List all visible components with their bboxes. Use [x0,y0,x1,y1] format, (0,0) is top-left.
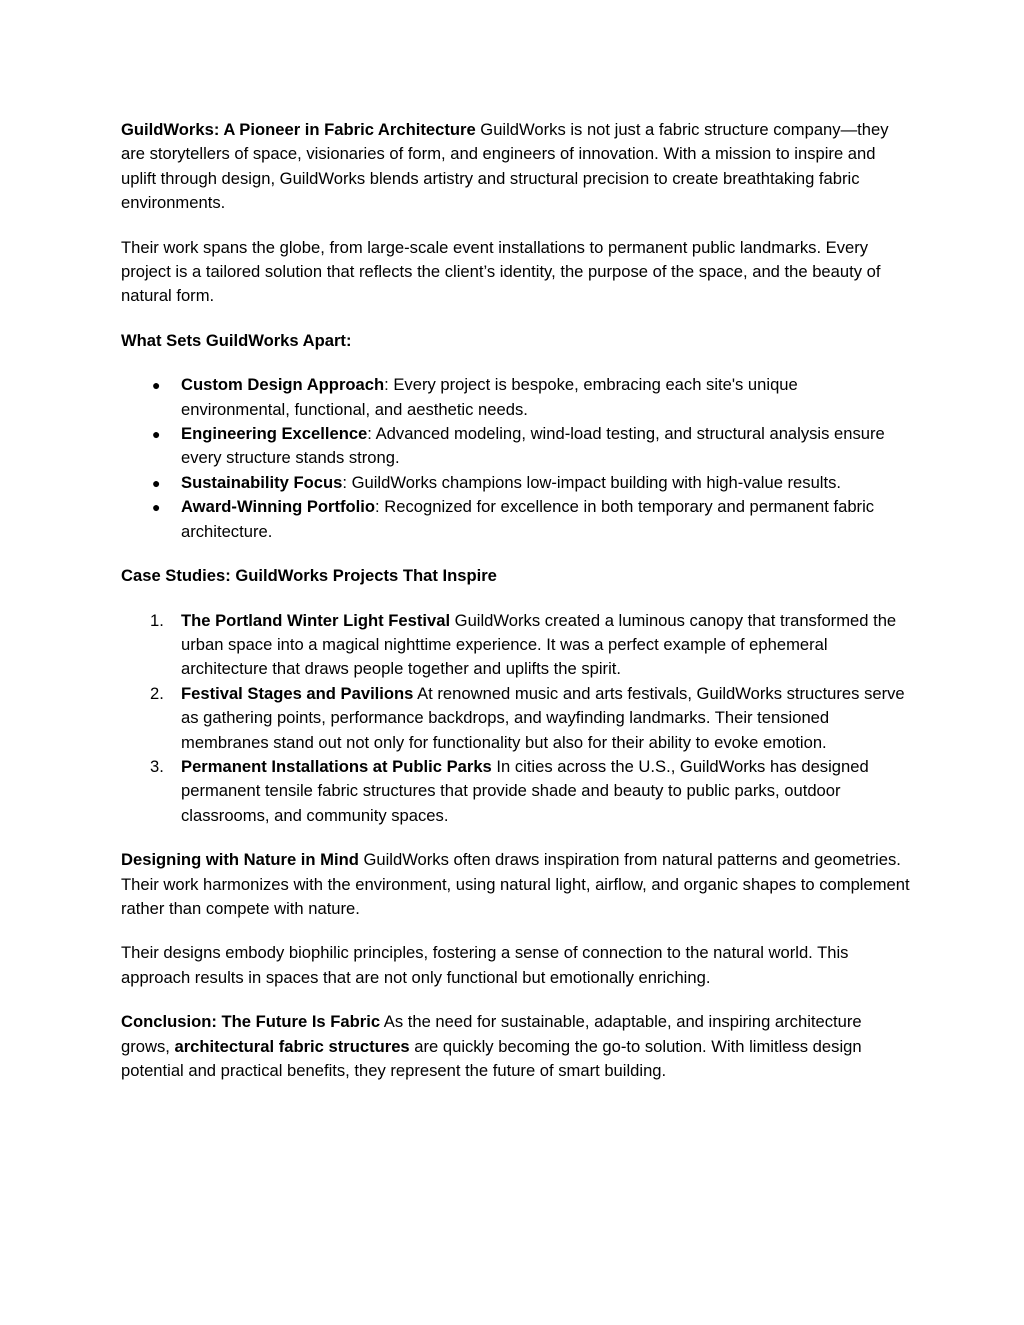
list-item-text: : Every project is bespoke, embracing each site's unique environmental, functional, and aesthetic needs. [181,375,798,419]
nature-heading: Designing with Nature in Mind [121,850,359,870]
list-item [150,682,911,755]
document-page [121,118,911,1103]
list-item [152,495,911,544]
apart-heading-text: What Sets GuildWorks Apart: [121,330,352,350]
list-item-title: Award-Winning Portfolio [181,497,376,517]
list-item-title: Engineering Excellence [181,424,368,444]
list-item [152,471,911,495]
apart-heading [121,329,911,353]
nature-paragraph [121,848,911,921]
list-item-text: At renowned music and arts festivals, GuildWorks structures serve as gathering points, performance backdrops, and wayfinding landmarks. Their tensioned membranes stand out not only for functionality but also for their ability to evoke emotion. [181,683,905,752]
list-item-text: In cities across the U.S., GuildWorks has designed permanent tensile fabric structures that provide shade and beauty to public parks, outdoor classrooms, and community spaces. [181,756,869,825]
cases-heading-text: Case Studies: GuildWorks Projects That Inspire [121,566,497,586]
intro-heading: GuildWorks: A Pioneer in Fabric Architecture [121,120,476,139]
list-number: 2. [150,683,164,703]
nature-text: GuildWorks often draws inspiration from natural patterns and geometries. Their work harmonizes with the environment, using natural light, airflow, and organic shapes to complement rather than compete with nature. [121,850,910,918]
list-item [150,755,911,828]
intro-text: GuildWorks is not just a fabric structure company—they are storytellers of space, visionaries of form, and engineers of innovation. With a mission to inspire and uplift through design, GuildWorks blends artistry and structural precision to create breathtaking fabric environments. [121,120,889,213]
list-item-title: Sustainability Focus [181,472,343,492]
list-number: 3. [150,756,164,776]
bullet-icon: ● [152,377,161,394]
conclusion-emphasis: architectural fabric structures [174,1036,410,1056]
list-item [150,609,911,682]
cases-heading [121,564,911,588]
intro-paragraph [121,118,911,216]
list-item [152,373,911,422]
conclusion-text-before: As the need for sustainable, adaptable, and inspiring architecture grows, [121,1012,862,1056]
list-number: 1. [150,610,164,630]
conclusion-heading: Conclusion: The Future Is Fabric [121,1012,381,1032]
list-item-text: : Advanced modeling, wind-load testing, and structural analysis ensure every structure stands strong. [181,424,885,468]
biophilic-paragraph: Their designs embody biophilic principles, fostering a sense of connection to the natural world. This approach results in spaces that are not only functional but emotionally enriching. [121,943,849,987]
list-item-text: : GuildWorks champions low-impact building with high-value results. [342,472,842,492]
list-item-title: The Portland Winter Light Festival [181,610,451,630]
list-item-title: Custom Design Approach [181,375,385,395]
list-item-text: : Recognized for excellence in both temporary and permanent fabric architecture. [181,497,875,541]
list-item-title: Festival Stages and Pavilions [181,683,414,703]
list-item [152,422,911,471]
apart-list [121,373,911,544]
conclusion-paragraph [121,1010,911,1083]
list-item-text: GuildWorks created a luminous canopy that transformed the urban space into a magical nighttime experience. It was a perfect example of ephemeral architecture that draws people together and uplifts the spirit. [181,610,897,679]
bullet-icon: ● [152,426,161,443]
conclusion-text-after: are quickly becoming the go-to solution. With limitless design potential and practical benefits, they represent the future of smart building. [121,1036,862,1080]
reach-paragraph: Their work spans the globe, from large-scale event installations to permanent public landmarks. Every project is a tailored solution that reflects the client’s identity, the purpose of the space, and the beauty of natural form. [121,237,881,306]
cases-list [121,609,911,829]
list-item-title: Permanent Installations at Public Parks [181,756,492,776]
bullet-icon: ● [152,499,161,516]
bullet-icon: ● [152,474,161,491]
